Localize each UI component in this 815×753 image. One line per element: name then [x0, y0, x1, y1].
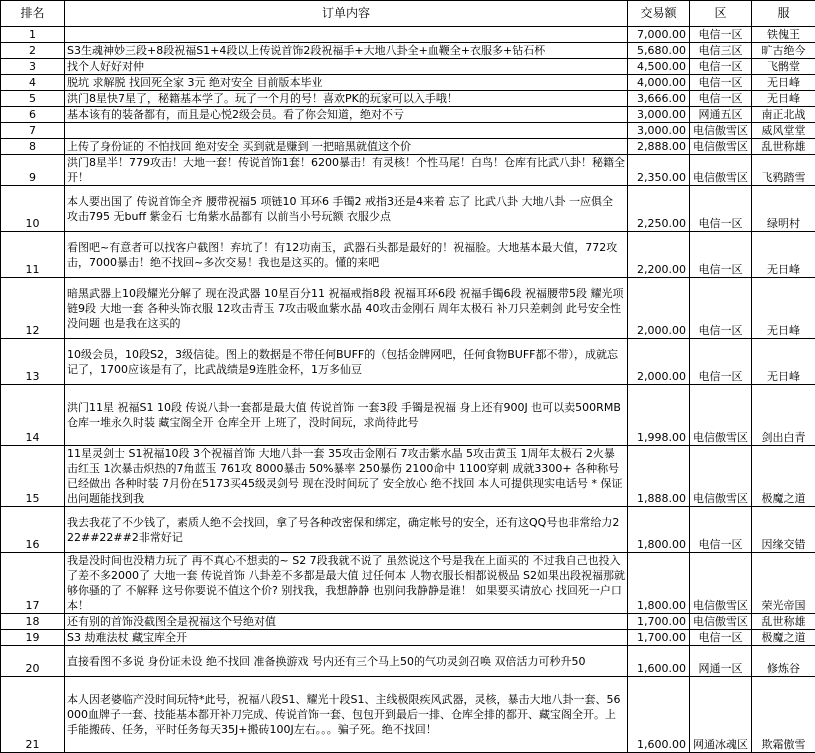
row-rank: 12 — [1, 278, 65, 339]
row-amount: 2,200.00 — [628, 232, 690, 278]
row-order-content: 本人要出国了 传说首饰全齐 腰带祝福5 项链10 耳环6 手镯2 戒指3还是4来着 忘了 比武八卦 大地八卦 一应俱全 攻击795 无buff 紫金石 七角紫水晶都有 以前当小号玩额 衣服少点 — [65, 186, 628, 232]
table-row — [1, 107, 815, 123]
table-row — [1, 232, 815, 278]
row-rank: 2 — [1, 43, 65, 59]
table-row — [1, 155, 815, 186]
header-server: 服 — [752, 1, 815, 27]
header-zone: 区 — [690, 1, 752, 27]
header-rank: 排名 — [1, 1, 65, 27]
row-server: 修炼谷 — [752, 646, 815, 677]
table-row — [1, 278, 815, 339]
row-rank: 19 — [1, 630, 65, 646]
row-server: 飞鹘堂 — [752, 59, 815, 75]
row-order-content — [65, 123, 628, 139]
row-server: 无日峰 — [752, 278, 815, 339]
table-row — [1, 27, 815, 43]
row-amount: 3,666.00 — [628, 91, 690, 107]
table-row — [1, 139, 815, 155]
row-order-content: 上传了身份证的 不怕找回 绝对安全 买到就是赚到 一把暗黑就值这个价 — [65, 139, 628, 155]
row-amount: 3,000.00 — [628, 107, 690, 123]
row-zone: 电信一区 — [690, 59, 752, 75]
row-order-content: 脱坑 求解脱 找回死全家 3元 绝对安全 目前版本毕业 — [65, 75, 628, 91]
row-zone: 电信傲雪区 — [690, 553, 752, 614]
row-rank: 5 — [1, 91, 65, 107]
table-row — [1, 677, 815, 753]
table-row — [1, 43, 815, 59]
row-rank: 8 — [1, 139, 65, 155]
row-order-content: 11星灵剑士 S1祝福10段 3个祝福首饰 大地八卦一套 35攻击金刚石 7攻击紫水晶 5攻击黄玉 1周年太极石 2火暴击红玉 1次暴击炽热的7角蓝玉 761攻 8000暴击 50%暴率 250暴伤 2100命中 1100穿刺 成就3300+ 各种称号已经做出 各种时装 7月份在5173买45级灵剑号 现在没时间玩了 安全放心 绝不找回 本人可提供现实电话号 * 保证出问题能找到我 — [65, 446, 628, 507]
row-server: 因缘交错 — [752, 507, 815, 553]
table-row — [1, 646, 815, 677]
row-rank: 6 — [1, 107, 65, 123]
row-amount: 2,888.00 — [628, 139, 690, 155]
row-rank: 20 — [1, 646, 65, 677]
row-rank: 7 — [1, 123, 65, 139]
row-zone: 电信傲雪区 — [690, 385, 752, 446]
row-zone: 电信傲雪区 — [690, 446, 752, 507]
row-order-content — [65, 27, 628, 43]
table-row — [1, 123, 815, 139]
row-zone: 网通冰魂区 — [690, 677, 752, 753]
row-order-content: 暗黑武器上10段耀光分解了 现在没武器 10星百分11 祝福戒指8段 祝福耳环6段 祝福手镯6段 祝福腰带5段 耀光项链9段 大地一套 各种头饰衣服 12攻击青玉 7攻击吸血紫水晶 40攻击金刚石 周年太极石 补刀只差刺剑 此号安全性没问题 也是我在这买的 — [65, 278, 628, 339]
row-server: 乱世称雄 — [752, 139, 815, 155]
row-amount: 2,000.00 — [628, 339, 690, 385]
row-zone: 电信一区 — [690, 507, 752, 553]
row-rank: 15 — [1, 446, 65, 507]
row-rank: 4 — [1, 75, 65, 91]
row-server: 无日峰 — [752, 91, 815, 107]
row-amount: 1,700.00 — [628, 630, 690, 646]
table-row — [1, 614, 815, 630]
row-zone: 电信傲雪区 — [690, 155, 752, 186]
row-zone: 电信一区 — [690, 339, 752, 385]
row-zone: 电信一区 — [690, 91, 752, 107]
row-amount: 7,000.00 — [628, 27, 690, 43]
row-zone: 电信一区 — [690, 75, 752, 91]
header-row — [1, 1, 815, 27]
row-server: 南正北战 — [752, 107, 815, 123]
table-row — [1, 630, 815, 646]
row-amount: 3,000.00 — [628, 123, 690, 139]
row-order-content: 洪门11星 祝福S1 10段 传说八卦一套都是最大值 传说首饰 一套3段 手镯是祝福 身上还有900J 也可以卖500RMB 仓库一堆永久时装 藏宝阁全开 仓库全开 上班了，没时间玩，求尚待此号 — [65, 385, 628, 446]
table-row — [1, 59, 815, 75]
table-row — [1, 553, 815, 614]
row-rank: 16 — [1, 507, 65, 553]
table-row — [1, 91, 815, 107]
row-server: 欺霜傲雪 — [752, 677, 815, 753]
table-row — [1, 446, 815, 507]
row-zone: 电信三区 — [690, 43, 752, 59]
row-zone: 网通一区 — [690, 646, 752, 677]
row-zone: 电信傲雪区 — [690, 139, 752, 155]
row-order-content: 看图吧~有意者可以找客户截图！弃坑了！有12功南玉，武器石头都是最好的！祝福脸。大地基本最大值，772攻击，7000暴击！绝不找回~多次交易！我也是这买的。懂的来吧 — [65, 232, 628, 278]
row-server: 极魔之道 — [752, 630, 815, 646]
row-rank: 17 — [1, 553, 65, 614]
row-zone: 电信一区 — [690, 278, 752, 339]
row-zone: 电信一区 — [690, 232, 752, 278]
row-rank: 10 — [1, 186, 65, 232]
row-server: 无日峰 — [752, 232, 815, 278]
row-amount: 5,680.00 — [628, 43, 690, 59]
row-rank: 9 — [1, 155, 65, 186]
row-server: 极魔之道 — [752, 446, 815, 507]
row-server: 飞鸦踏雪 — [752, 155, 815, 186]
row-amount: 1,800.00 — [628, 553, 690, 614]
row-server: 威风堂堂 — [752, 123, 815, 139]
row-zone: 电信一区 — [690, 186, 752, 232]
row-order-content: 直接看图不多说 身份证未设 绝不找回 准备换游戏 号内还有三个马上50的气功灵剑召唤 双倍活力可秒升50 — [65, 646, 628, 677]
row-order-content: 找个人好好对仲 — [65, 59, 628, 75]
row-amount: 2,350.00 — [628, 155, 690, 186]
row-amount: 1,700.00 — [628, 614, 690, 630]
row-server: 无日峰 — [752, 75, 815, 91]
row-order-content: 还有别的首饰没截图全是祝福这个号绝对值 — [65, 614, 628, 630]
row-rank: 1 — [1, 27, 65, 43]
header-amount: 交易额 — [628, 1, 690, 27]
row-order-content: S3 劫难法杖 藏宝库全开 — [65, 630, 628, 646]
table-row — [1, 186, 815, 232]
row-order-content: 基本该有的装备都有，而且是心悦2级会员。看了你会知道，绝对不亏 — [65, 107, 628, 123]
row-server: 乱世称雄 — [752, 614, 815, 630]
row-rank: 18 — [1, 614, 65, 630]
row-server: 铁傀王 — [752, 27, 815, 43]
row-server: 无日峰 — [752, 339, 815, 385]
row-order-content: 本人因老婆临产没时间玩特*此号，祝福八段S1、耀光十段S1、主线极限疾风武器，灵核，暴击大地八卦一套、56000血牌子一套、技能基本都开补刀完成、传说首饰一套、包包开到最后一排、仓库全排的都开、藏宝阁全开。上手能搬砖、任务，平时任务每天35J+搬砖100J左右。。。骗子死。绝不找回！ — [65, 677, 628, 753]
row-order-content: 洪门8星快7星了，秘籍基本学了。玩了一个月的号！喜欢PK的玩家可以入手哦！ — [65, 91, 628, 107]
row-rank: 14 — [1, 385, 65, 446]
row-server: 荣光帝国 — [752, 553, 815, 614]
table-row — [1, 75, 815, 91]
row-rank: 11 — [1, 232, 65, 278]
row-zone: 电信傲雪区 — [690, 123, 752, 139]
table-row — [1, 385, 815, 446]
row-amount: 1,600.00 — [628, 677, 690, 753]
row-order-content: 我是没时间也没精力玩了 再不真心不想卖的~ S2 7段我就不说了 虽然说这个号是我在上面买的 不过我自己也投入了差不多2000了 大地一套 传说首饰 八卦差不多都是最大值 过任何本 人物衣服长相都说极品 S2如果出段祝福那就够你骚的了 不解释 这号你要说不值这个价? 别找我，我想静静 也别问我静静是谁！ 如果要买请放心 找回死一户口本！ — [65, 553, 628, 614]
row-zone: 电信一区 — [690, 27, 752, 43]
row-order-content: 洪门8星半！779攻击！大地一套！传说首饰1套！6200暴击！有灵核！个性马尾！白鸟！仓库有比武八卦！秘籍全开！ — [65, 155, 628, 186]
row-zone: 网通五区 — [690, 107, 752, 123]
row-zone: 电信一区 — [690, 630, 752, 646]
table-row — [1, 339, 815, 385]
row-server: 绿明村 — [752, 186, 815, 232]
row-amount: 1,998.00 — [628, 385, 690, 446]
row-amount: 4,500.00 — [628, 59, 690, 75]
row-order-content: 我去我花了不少钱了，素质人绝不会找回，拿了号各种改密保和绑定，确定帐号的安全，还有这QQ号也非常给力222##22##2非常好记 — [65, 507, 628, 553]
row-amount: 2,250.00 — [628, 186, 690, 232]
row-amount: 2,000.00 — [628, 278, 690, 339]
row-rank: 3 — [1, 59, 65, 75]
row-amount: 4,000.00 — [628, 75, 690, 91]
row-server: 旷古绝今 — [752, 43, 815, 59]
row-rank: 21 — [1, 677, 65, 753]
row-amount: 1,888.00 — [628, 446, 690, 507]
row-server: 剑出白青 — [752, 385, 815, 446]
row-amount: 1,600.00 — [628, 646, 690, 677]
row-order-content: S3生魂神妙三段+8段祝福S1+4段以上传说首饰2段祝福手+大地八卦全+血鞭全+衣服多+钻石杯 — [65, 43, 628, 59]
header-order-content: 订单内容 — [65, 1, 628, 27]
row-amount: 1,800.00 — [628, 507, 690, 553]
row-zone: 电信傲雪区 — [690, 614, 752, 630]
row-order-content: 10级会员，10段S2，3级信徒。图上的数据是不带任何BUFF的（包括金牌网吧，任何食物BUFF都不带），成就忘记了，1700应该是有了，比武战绩是9连胜金杯，1万多仙豆 — [65, 339, 628, 385]
row-rank: 13 — [1, 339, 65, 385]
table-row — [1, 507, 815, 553]
